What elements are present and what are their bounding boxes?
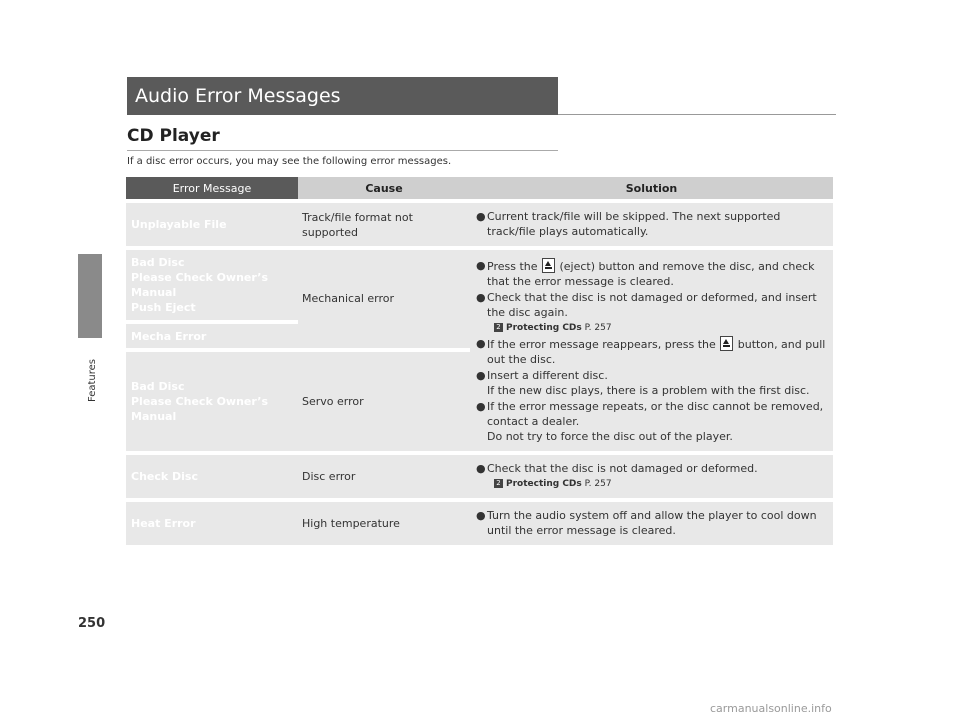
error-message-cell bbox=[126, 203, 298, 246]
shared-solution-cell bbox=[470, 250, 833, 451]
watermark: carmanualsonline.info bbox=[710, 702, 832, 715]
solution-bullet: ● Current track/file will be skipped. The next supported track/file plays automatically. bbox=[476, 210, 781, 238]
page-number: 250 bbox=[78, 616, 106, 631]
table-header-row bbox=[126, 177, 833, 199]
solution-bullet: ● Turn the audio system off and allow the player to cool down until the error message is cleared. bbox=[476, 509, 817, 537]
error-message-cell: Check Disc bbox=[126, 455, 298, 498]
table-row bbox=[126, 203, 833, 246]
reference-arrow-icon: 2 bbox=[494, 479, 503, 488]
solution-cell bbox=[470, 455, 833, 498]
error-message-cell: Mecha Error bbox=[126, 324, 298, 348]
intro-text: If a disc error occurs, you may see the following error messages. bbox=[127, 156, 452, 167]
cross-reference[interactable]: 2 Protecting CDs P. 257 bbox=[474, 321, 829, 335]
solution-bullet: ● Check that the disc is not damaged or deformed, and insert the disc again. bbox=[476, 291, 817, 319]
cause-cell: High temperature bbox=[298, 502, 470, 545]
error-table bbox=[126, 173, 833, 549]
subheading-rule bbox=[127, 150, 558, 151]
cause-cell: Mechanical error bbox=[298, 250, 470, 348]
chapter-label: Features bbox=[87, 359, 98, 402]
cause-cell: Track/file format not supported bbox=[298, 203, 470, 246]
header-cause: Cause bbox=[298, 177, 470, 199]
solution-bullet: ● If the error message repeats, or the disc cannot be removed, contact a dealer. Do not try to force the disc out of the player. bbox=[476, 400, 824, 443]
header-solution: Solution bbox=[470, 177, 833, 199]
table-row bbox=[126, 502, 833, 545]
subheading: CD Player bbox=[127, 126, 220, 146]
error-message-cell: Heat Error bbox=[126, 502, 298, 545]
solution-bullet: ● Press the (eject) button and remove the disc, and check that the error message is cleared. bbox=[476, 259, 815, 288]
chapter-tab bbox=[78, 254, 102, 338]
solution-bullet: ● Insert a different disc. If the new disc plays, there is a problem with the first disc. bbox=[476, 369, 810, 397]
table-row bbox=[126, 455, 833, 498]
header-error-message: Error Message bbox=[126, 177, 298, 199]
solution-cell bbox=[470, 502, 833, 545]
reference-arrow-icon: 2 bbox=[494, 323, 503, 332]
banner-rule bbox=[558, 114, 836, 115]
error-message-cell: Bad Disc Please Check Owner’s Manual Push Eject bbox=[126, 250, 298, 320]
cross-reference[interactable]: 2 Protecting CDs P. 257 bbox=[474, 477, 829, 491]
cause-cell: Disc error bbox=[298, 455, 470, 498]
error-message: Unplayable File bbox=[131, 218, 227, 231]
solution-bullet: ● Check that the disc is not damaged or deformed. bbox=[476, 462, 758, 475]
error-message-cell: Bad Disc Please Check Owner’s Manual bbox=[126, 352, 298, 451]
cause-cell: Servo error bbox=[298, 352, 470, 451]
eject-icon bbox=[720, 336, 733, 351]
section-title: Audio Error Messages bbox=[127, 77, 558, 115]
eject-icon bbox=[542, 258, 555, 273]
table-row bbox=[126, 250, 833, 320]
solution-cell bbox=[470, 203, 833, 246]
solution-bullet: ● If the error message reappears, press the button, and pull out the disc. bbox=[476, 337, 826, 366]
